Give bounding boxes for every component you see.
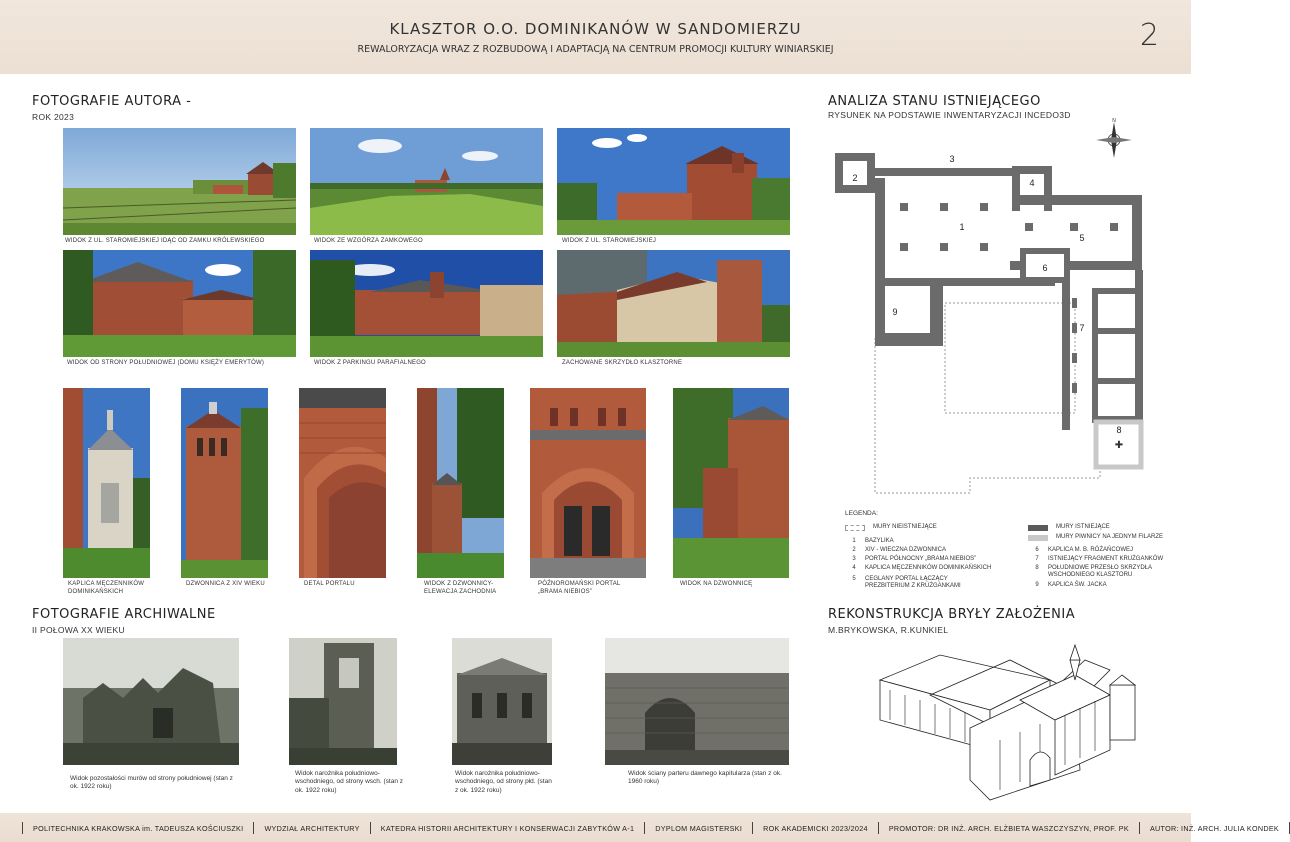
photo-view-from-castle-hill bbox=[310, 128, 543, 235]
svg-text:2: 2 bbox=[852, 173, 858, 183]
archive-caption-3: Widok narożnika południowo-wschodniego, od strony płd. (stan z ok. 1922 roku) bbox=[455, 770, 552, 794]
archive-photo-southeast-corner-south bbox=[452, 638, 552, 765]
page-title: KLASZTOR O.O. DOMINIKANÓW W SANDOMIERZU bbox=[389, 20, 802, 38]
archive-caption-2: Widok narożnika południowo-wschodniego, od strony wsch. (stan z ok. 1922 roku) bbox=[295, 770, 404, 794]
archive-photos-title: FOTOGRAFIE ARCHIWALNE bbox=[32, 607, 216, 622]
footer-diploma: DYPLOM MAGISTERSKI bbox=[655, 823, 743, 833]
legend-item-8: 8 POŁUDNIOWE PRZESŁO SKRZYDŁA WSCHODNIEGO KLASZTORU bbox=[1035, 565, 1152, 579]
photo-portal-detail bbox=[299, 388, 386, 578]
caption-photo-4: WIDOK OD STRONY POŁUDNIOWEJ (DOMU KSIĘŻY EMERYTÓW) bbox=[67, 360, 265, 366]
author-photos-title: FOTOGRAFIE AUTORA - bbox=[32, 94, 192, 109]
archive-caption-1: Widok pozostałości murów od strony południowej (stan z ok. 1922 roku) bbox=[70, 775, 233, 791]
photo-preserved-wing bbox=[557, 250, 790, 357]
footer-university: POLITECHNIKA KRAKOWSKA im. TADEUSZA KOŚCIUSZKI bbox=[33, 823, 244, 833]
floor-plan bbox=[830, 148, 1160, 493]
footer-band bbox=[0, 813, 1280, 842]
page-subtitle: REWALORYZACJA WRAZ Z ROZBUDOWĄ I ADAPTACJĄ NA CENTRUM PROMOCJI KULTURY WINIARSKIEJ bbox=[357, 44, 834, 55]
caption-photo-10: WIDOK Z DZWONNICY- ELEWACJA ZACHODNIA bbox=[424, 581, 497, 595]
reconstruction-subtitle: M.BRYKOWSKA, R.KUNKIEL bbox=[828, 625, 949, 635]
svg-text:9: 9 bbox=[892, 307, 898, 317]
author-photos-subtitle: ROK 2023 bbox=[32, 112, 75, 122]
svg-text:5: 5 bbox=[1079, 233, 1085, 243]
caption-photo-3: WIDOK Z UL. STAROMIEJSKIEJ bbox=[562, 238, 657, 244]
caption-photo-11: PÓŹNOROMAŃSKI PORTAL „BRAMA NIEBIOS” bbox=[538, 581, 621, 595]
svg-text:1: 1 bbox=[959, 222, 965, 232]
svg-text:N: N bbox=[1112, 118, 1116, 124]
legend-item-7: 7 ISTNIEJĄCY FRAGMENT KRUŻGANKÓW bbox=[1035, 556, 1164, 562]
analysis-subtitle: RYSUNEK NA PODSTAWIE INWENTARYZACJI INCEDO3D bbox=[828, 110, 1071, 120]
caption-photo-9: DETAL PORTALU bbox=[304, 581, 355, 587]
reconstruction-drawing bbox=[870, 640, 1170, 810]
svg-text:4: 4 bbox=[1029, 178, 1035, 188]
photo-martyrs-chapel bbox=[63, 388, 150, 578]
legend-item-6: 6 KAPLICA M. B. RÓŻAŃCOWEJ bbox=[1035, 547, 1134, 553]
footer-faculty: WYDZIAŁ ARCHITEKTURY bbox=[264, 823, 360, 833]
photo-bell-tower bbox=[181, 388, 268, 578]
photo-view-to-bell-tower bbox=[673, 388, 789, 578]
caption-photo-8: DZWONNICA Z XIV WIEKU bbox=[186, 581, 265, 587]
analysis-title: ANALIZA STANU ISTNIEJĄCEGO bbox=[828, 94, 1041, 109]
page-number: 2 bbox=[1139, 18, 1159, 53]
reconstruction-title: REKONSTRUKCJA BRYŁY ZAŁOŻENIA bbox=[828, 607, 1076, 622]
svg-text:6: 6 bbox=[1042, 263, 1048, 273]
archive-photos-subtitle: II POŁOWA XX WIEKU bbox=[32, 625, 125, 635]
caption-photo-2: WIDOK ZE WZGÓRZA ZAMKOWEGO bbox=[314, 238, 423, 244]
swatch-nonexistent-walls bbox=[845, 525, 865, 531]
legend-item-9: 9 KAPLICA ŚW. JACKA bbox=[1035, 582, 1107, 588]
caption-photo-6: ZACHOWANE SKRZYDŁO KLASZTORNE bbox=[562, 360, 683, 366]
svg-text:7: 7 bbox=[1079, 323, 1085, 333]
caption-photo-5: WIDOK Z PARKINGU PARAFIALNEGO bbox=[314, 360, 426, 366]
archive-caption-4: Widok ściany parteru dawnego kapitularza (stan z ok. 1960 roku) bbox=[628, 770, 782, 786]
plan-legend bbox=[843, 510, 1173, 620]
legend-item-4: 4 KAPLICA MĘCZENNIKÓW DOMINIKAŃSKICH bbox=[852, 565, 992, 571]
archive-photo-south-walls bbox=[63, 638, 239, 765]
swatch-basement-walls bbox=[1028, 535, 1048, 541]
photo-view-from-staromiejska bbox=[557, 128, 790, 235]
footer-academic-year: ROK AKADEMICKI 2023/2024 bbox=[763, 823, 868, 833]
archive-photo-chapter-house-wall bbox=[605, 638, 789, 765]
photo-view-from-parking bbox=[310, 250, 543, 357]
caption-photo-7: KAPLICA MĘCZENNIKÓW DOMINIKAŃSKICH bbox=[68, 581, 145, 595]
header-band bbox=[0, 0, 1191, 74]
svg-text:✚: ✚ bbox=[1114, 440, 1124, 451]
archive-photo-southeast-corner-east bbox=[289, 638, 397, 765]
caption-photo-1: WIDOK Z UL. STAROMIEJSKIEJ IDĄC OD ZAMKU KRÓLEWSKIEGO bbox=[65, 238, 265, 244]
legend-item-2: 2 XIV - WIECZNA DZWONNICA bbox=[852, 547, 946, 553]
photo-view-from-south bbox=[63, 250, 296, 357]
photo-gate-of-heaven-portal bbox=[530, 388, 646, 578]
legend-swatch-basement: MURY PIWNICY NA JEDNYM FILARZE bbox=[1028, 534, 1163, 541]
photo-west-elevation bbox=[417, 388, 504, 578]
footer-supervisor: PROMOTOR: DR INŻ. ARCH. ELŻBIETA WASZCZYSZYN, PROF. PK bbox=[888, 823, 1129, 833]
footer-author: AUTOR: INŻ. ARCH. JULIA KONDEK bbox=[1149, 823, 1280, 833]
footer-items bbox=[22, 822, 1290, 834]
svg-text:3: 3 bbox=[949, 154, 955, 164]
legend-item-1: 1 BAZYLIKA bbox=[852, 538, 894, 544]
legend-item-3: 3 PORTAL PÓŁNOCNY „BRAMA NIEBIOS” bbox=[852, 556, 977, 562]
svg-text:8: 8 bbox=[1116, 425, 1122, 435]
legend-swatch-nonexistent: MURY NIEISTNIEJĄCE bbox=[845, 524, 937, 531]
legend-heading: LEGENDA: bbox=[845, 510, 878, 517]
swatch-existing-walls bbox=[1028, 525, 1048, 531]
footer-department: KATEDRA HISTORII ARCHITEKTURY I KONSERWACJI ZABYTKÓW A-1 bbox=[380, 823, 635, 833]
legend-item-5: 5 CEGLANY PORTAL ŁĄCZĄCY PREZBITERIUM Z KRUŻGANKAMI bbox=[852, 576, 961, 590]
caption-photo-12: WIDOK NA DZWONNICĘ bbox=[680, 581, 753, 587]
photo-view-from-castle-street bbox=[63, 128, 296, 235]
legend-swatch-existing: MURY ISTNIEJĄCE bbox=[1028, 524, 1110, 531]
